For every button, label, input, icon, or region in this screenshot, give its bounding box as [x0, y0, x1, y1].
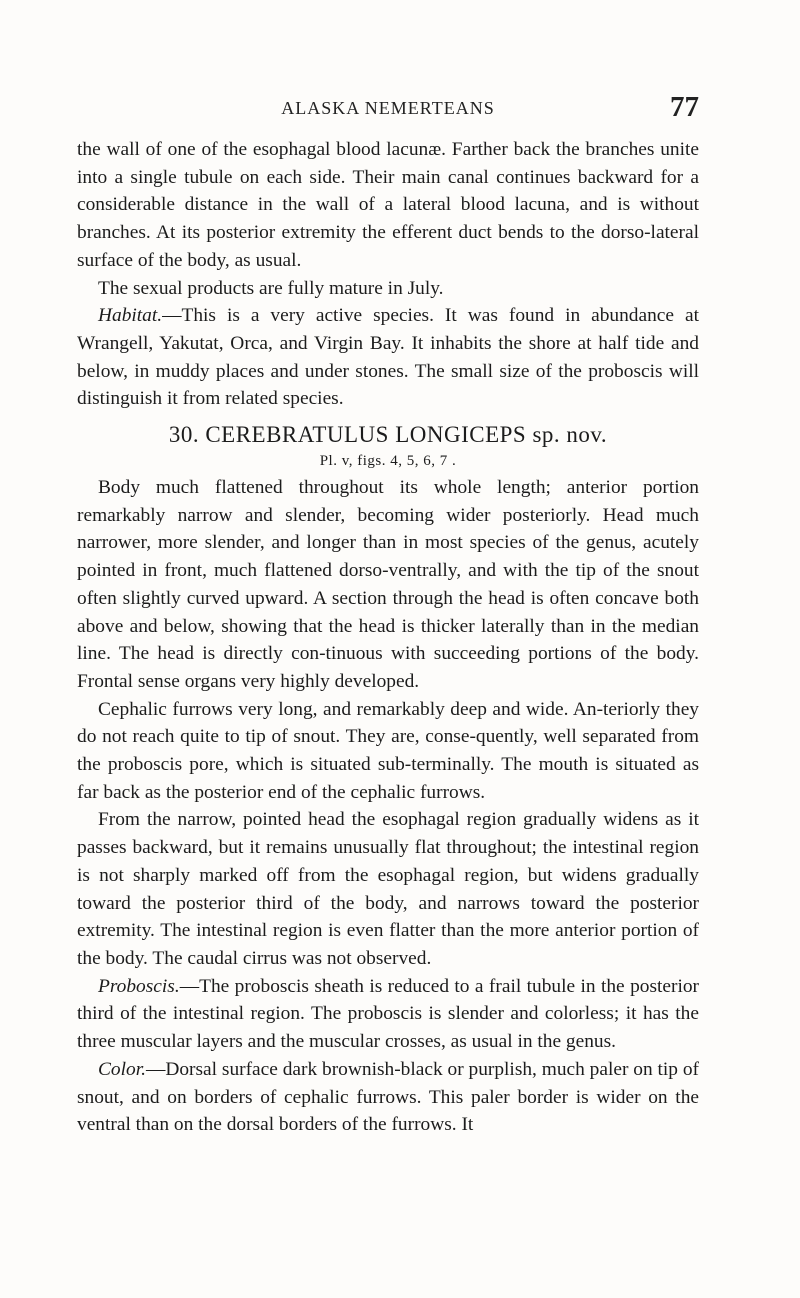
book-page — [77, 91, 699, 1139]
paragraph-sexual-products: The sexual products are fully mature in July. — [98, 277, 444, 299]
paragraph-habitat — [77, 302, 699, 413]
species-title: 30. CEREBRATULUS LONGICEPS sp. nov. — [168, 422, 608, 448]
plate-reference: Pl. v, figs. 4, 5, 6, 7 . — [319, 453, 457, 470]
paragraph-color — [77, 1056, 699, 1139]
proboscis-heading: Proboscis. — [98, 975, 180, 997]
color-heading: Color. — [98, 1058, 146, 1080]
habitat-text: —This is a very active species. It was found in abundance at Wrangell, Yakutat, Orca, and Virgin Bay. It inhabits the shore at half tide and below, in muddy places and under stones. The small size of the proboscis will distinguish it from related species. — [77, 305, 699, 410]
running-head: ALASKA NEMERTEANS — [281, 98, 495, 118]
paragraph-cephalic-furrows: Cephalic furrows very long, and remarkably deep and wide. An-teriorly they do not reach quite to tip of snout. They are, conse-quently, well separated from the proboscis pore, which is situated sub-terminally. The mouth is situated as far back as the posterior end of the cephalic furrows. — [77, 698, 699, 803]
color-text: —Dorsal surface dark brownish-black or purplish, much paler on tip of snout, and on borders of cephalic furrows. This paler border is wider on the ventral than on the dorsal borders of the furrows. It — [77, 1058, 699, 1136]
paragraph-esophagal-region: From the narrow, pointed head the esophagal region gradually widens as it passes backward, but it remains unusually flat throughout; the intestinal region is not sharply marked off from the esophagal region, but widens gradually toward the posterior third of the body, and narrows toward the posterior extremity. The intestinal region is even flatter than the more anterior portion of the body. The caudal cirrus was not observed. — [77, 809, 699, 969]
paragraph-continued: the wall of one of the esophagal blood lacunæ. Farther back the branches unite into a single tubule on each side. Their main canal continues backward for a considerable distance in the wall of a lateral blood lacuna, and is without branches. At its posterior extremity the efferent duct bends to the dorso-lateral surface of the body, as usual. — [77, 139, 699, 271]
paragraph-body: Body much flattened throughout its whole length; anterior portion remarkably narrow and slender, becoming wider posteriorly. Head much narrower, more slender, and longer than in most species of the genus, acutely pointed in front, much flattened dorso-ventrally, and with the tip of the snout often slightly curved upward. A section through the head is often concave both above and below, showing that the head is thicker laterally than in the median line. The head is directly con-tinuous with succeeding portions of the body. Frontal sense organs very highly developed. — [77, 477, 699, 692]
page-header — [77, 91, 699, 124]
proboscis-text: —The proboscis sheath is reduced to a frail tubule in the posterior third of the intestinal region. The proboscis is slender and colorless; it has the three muscular layers and the muscular crosses, as usual in the genus. — [77, 975, 699, 1053]
habitat-heading: Habitat. — [98, 305, 163, 327]
page-number: 77 — [670, 91, 699, 123]
paragraph-proboscis — [77, 973, 699, 1056]
